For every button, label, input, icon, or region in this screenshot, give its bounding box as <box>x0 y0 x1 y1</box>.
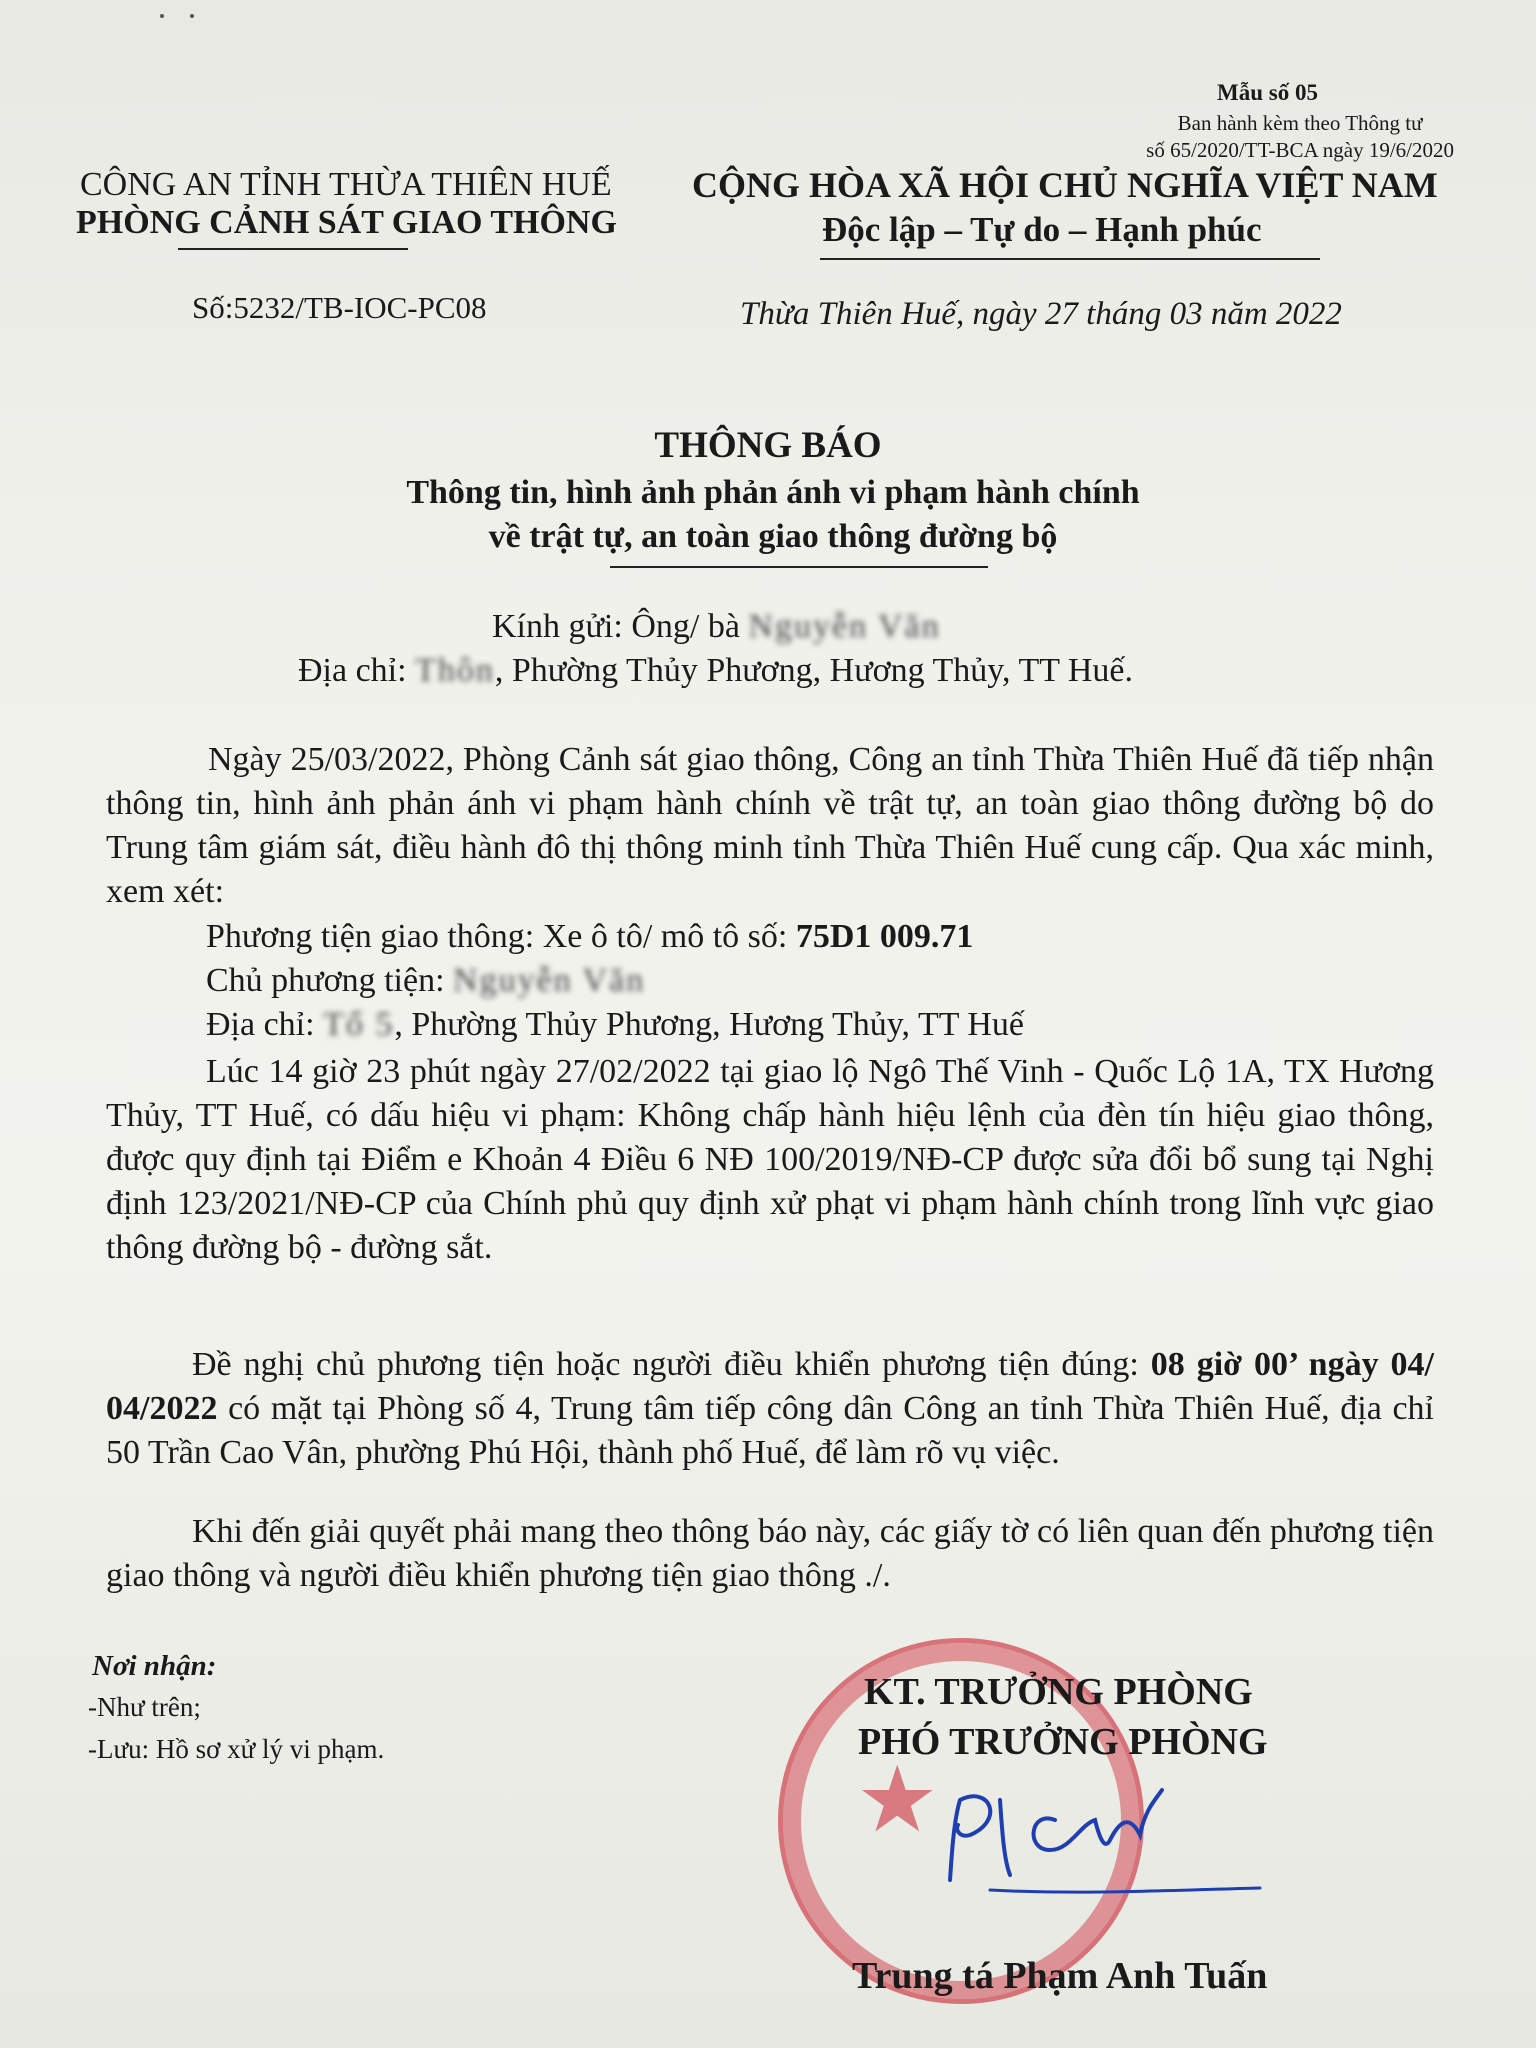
violation-paragraph: Lúc 14 giờ 23 phút ngày 27/02/2022 tại giao lộ Ngô Thế Vinh - Quốc Lộ 1A, TX Hương Thủy, TT Huế, có dấu hiệu vi phạm: Không chấp hành hiệu lệnh của đèn tín hiệu giao thông, được quy định tại Điểm e Khoản 4 Điều 6 NĐ 100/2019/NĐ-CP được sửa đổi bổ sung tại Nghị định 123/2021/NĐ-CP của Chính phủ quy định xử phạt vi phạm hành chính trong lĩnh vực giao thông đường bộ - đường sắt. <box>106 1053 1434 1266</box>
motto-underline <box>820 258 1320 260</box>
owner-address-redacted: Tổ 5 <box>323 1006 395 1043</box>
signature-title-2: PHÓ TRƯỞNG PHÒNG <box>858 1721 1268 1763</box>
recipient-address-redacted: Thôn <box>415 652 495 689</box>
recipients-item-2: -Lưu: Hồ sơ xử lý vi phạm. <box>88 1734 385 1764</box>
request-text-pre: Đề nghị chủ phương tiện hoặc người điều khiển phương tiện đúng: <box>192 1346 1151 1383</box>
owner-line <box>206 962 645 1000</box>
vehicle-plate: 75D1 009.71 <box>795 918 974 955</box>
handwritten-signature <box>930 1780 1270 1910</box>
national-motto: Độc lập – Tự do – Hạnh phúc <box>822 210 1262 249</box>
recipient-address-line <box>298 652 1133 690</box>
recipient-name-redacted: Nguyễn Văn <box>748 608 941 645</box>
recipient-line <box>492 608 941 646</box>
owner-label: Chủ phương tiện: <box>206 962 454 999</box>
agency-name: CÔNG AN TỈNH THỪA THIÊN HUẾ <box>80 166 612 203</box>
place-date: Thừa Thiên Huế, ngày 27 tháng 03 năm 2022 <box>740 296 1342 332</box>
seal-star-icon: ★ <box>856 1749 939 1851</box>
form-number: Mẫu số 05 <box>1217 80 1318 105</box>
recipients-title: Nơi nhận: <box>92 1650 217 1682</box>
form-issued-line1: Ban hành kèm theo Thông tư <box>1177 111 1423 135</box>
owner-address-label: Địa chỉ: <box>206 1006 324 1043</box>
department-name: PHÒNG CẢNH SÁT GIAO THÔNG <box>76 204 617 241</box>
body-paragraph-1: Ngày 25/03/2022, Phòng Cảnh sát giao thông, Công an tỉnh Thừa Thiên Huế đã tiếp nhận thông tin, hình ảnh phản ánh vi phạm hành chính về trật tự, an toàn giao thông đường bộ do Trung tâm giám sát, điều hành đô thị thông minh tỉnh Thừa Thiên Huế cung cấp. Qua xác minh, xem xét: <box>106 741 1434 910</box>
department-underline <box>178 248 408 250</box>
appointment-time: 08 giờ 00’ ngày 04/ 04/2022 <box>106 1346 1434 1427</box>
recipient-address-label: Địa chỉ: <box>298 652 407 689</box>
document-subtitle-line1: Thông tin, hình ảnh phản ánh vi phạm hành chính <box>406 474 1140 511</box>
subtitle-underline <box>610 566 988 568</box>
owner-address-line <box>206 1006 1024 1044</box>
vehicle-line <box>206 918 973 956</box>
document-title: THÔNG BÁO <box>654 425 882 466</box>
top-edge-dots <box>0 14 1536 20</box>
owner-name-redacted: Nguyễn Văn <box>453 962 646 999</box>
request-paragraph <box>106 1343 1434 1475</box>
signer-name: Trung tá Phạm Anh Tuấn <box>852 1955 1268 1997</box>
form-issued-note <box>1146 110 1454 164</box>
request-text-post: có mặt tại Phòng số 4, Trung tâm tiếp công dân Công an tỉnh Thừa Thiên Huế, địa chỉ 50 Trần Cao Vân, phường Phú Hội, thành phố Huế, để làm rõ vụ việc. <box>106 1390 1434 1471</box>
closing-paragraph: Khi đến giải quyết phải mang theo thông báo này, các giấy tờ có liên quan đến phương tiện giao thông và người điều khiển phương tiện giao thông ./. <box>106 1513 1434 1594</box>
republic-title: CỘNG HÒA XÃ HỘI CHỦ NGHĨA VIỆT NAM <box>692 165 1438 205</box>
vehicle-label: Phương tiện giao thông: Xe ô tô/ mô tô số: <box>206 918 796 955</box>
document-subtitle-line2: về trật tự, an toàn giao thông đường bộ <box>488 518 1058 555</box>
recipient-label: Kính gửi: Ông/ bà <box>492 608 740 645</box>
signature-title-1: KT. TRƯỞNG PHÒNG <box>864 1671 1253 1713</box>
recipient-address-rest: , Phường Thủy Phương, Hương Thủy, TT Huế. <box>494 652 1134 689</box>
owner-address-rest: , Phường Thủy Phương, Hương Thủy, TT Huế <box>394 1006 1025 1043</box>
recipients-item-1: -Như trên; <box>88 1692 201 1722</box>
form-issued-line2: số 65/2020/TT-BCA ngày 19/6/2020 <box>1146 138 1454 162</box>
document-number: Số:5232/TB-IOC-PC08 <box>192 290 487 325</box>
